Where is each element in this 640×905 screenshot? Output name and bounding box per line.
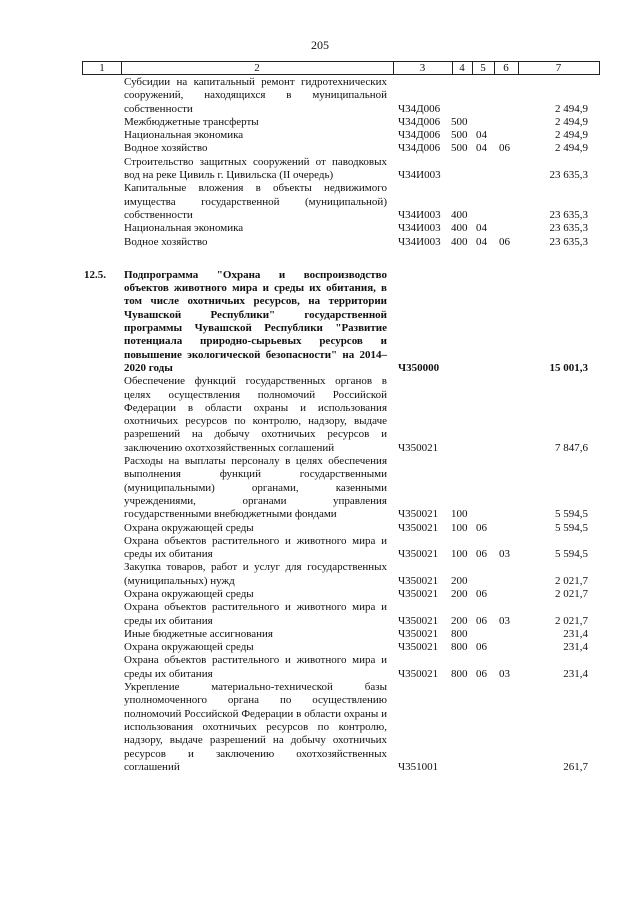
row-amount: 23 635,3 xyxy=(549,235,588,248)
row-expense-type: 200 xyxy=(451,614,468,627)
table-row xyxy=(0,375,640,455)
header-col-4: 4 xyxy=(459,62,465,74)
row-target-code: Ч34И003 xyxy=(398,235,441,248)
row-description: Закупка товаров, работ и услуг для государственных (муниципальных) нужд xyxy=(124,561,387,587)
row-expense-type: 400 xyxy=(451,208,468,221)
row-description: Охрана объектов растительного и животного мира и среды их обитания xyxy=(124,534,387,561)
header-col-1: 1 xyxy=(99,62,105,74)
table-row xyxy=(0,182,640,222)
row-expense-type: 800 xyxy=(451,627,468,640)
row-number: 12.5. xyxy=(84,268,106,281)
row-section: 06 xyxy=(476,614,487,627)
subprogram-row xyxy=(0,269,640,375)
table-row xyxy=(0,236,640,249)
table-row xyxy=(0,641,640,654)
row-target-code: Ч350021 xyxy=(398,574,439,587)
row-expense-type: 100 xyxy=(451,548,468,561)
row-target-code: Ч34И003 xyxy=(398,208,441,221)
row-subsection: 06 xyxy=(499,142,510,155)
table-row xyxy=(0,654,640,681)
row-expense-type: 500 xyxy=(451,129,468,142)
row-amount: 2 494,9 xyxy=(555,102,588,115)
row-amount: 23 635,3 xyxy=(549,169,588,182)
row-expense-type: 200 xyxy=(451,587,468,600)
row-subsection: 03 xyxy=(499,548,510,561)
row-target-code: Ч350021 xyxy=(398,614,439,627)
row-target-code: Ч34Д006 xyxy=(398,102,441,115)
row-description: Охрана окружающей среды xyxy=(124,641,254,654)
row-expense-type: 800 xyxy=(451,641,468,654)
header-col-3: 3 xyxy=(419,62,426,74)
table-row xyxy=(0,681,640,774)
row-description: Межбюджетные трансферты xyxy=(124,115,259,128)
row-section: 04 xyxy=(476,142,487,155)
row-subsection: 03 xyxy=(499,667,510,680)
table-row xyxy=(0,628,640,641)
row-description: Укрепление материально-технической базы уполномоченного органа по осуществлению полномочий Российской Федерации в области охраны и использования охотничьих ресурсов по контролю, надзору, выдаче разрешений на добычу охотничьих ресурсов и заключению охотхозяйственных соглашений xyxy=(124,681,387,773)
table-row xyxy=(0,116,640,129)
row-target-code: Ч34Д006 xyxy=(398,115,441,128)
row-amount: 5 594,5 xyxy=(555,508,588,521)
row-description: Водное хозяйство xyxy=(124,142,208,155)
row-target-code: Ч350021 xyxy=(398,441,439,454)
table-row xyxy=(0,522,640,535)
row-description: Национальная экономика xyxy=(124,129,244,142)
row-amount: 231,4 xyxy=(563,627,588,640)
row-target-code: Ч350021 xyxy=(398,587,439,600)
row-subsection: 03 xyxy=(499,614,510,627)
table-row xyxy=(0,76,640,116)
row-amount: 15 001,3 xyxy=(549,361,588,374)
row-amount: 2 494,9 xyxy=(555,142,588,155)
row-description: Субсидии на капитальный ремонт гидротехнических сооружений, находящихся в муниципальной собственности xyxy=(124,76,387,115)
row-target-code: Ч34И003 xyxy=(398,169,441,182)
row-amount: 261,7 xyxy=(563,760,588,773)
header-col-6: 6 xyxy=(503,62,509,74)
row-expense-type: 400 xyxy=(451,235,468,248)
header-col-7: 7 xyxy=(555,62,562,74)
row-description: Строительство защитных сооружений от паводковых вод на реке Цивиль г. Цивильска (II очередь) xyxy=(124,155,387,182)
row-amount: 231,4 xyxy=(563,641,588,654)
row-expense-type: 200 xyxy=(451,574,468,587)
row-description: Национальная экономика xyxy=(124,222,244,235)
row-expense-type: 500 xyxy=(451,142,468,155)
row-section: 04 xyxy=(476,235,487,248)
row-amount: 2 494,9 xyxy=(555,129,588,142)
row-description: Подпрограмма "Охрана и воспроизводство объектов животного мира и среды их обитания, в том числе охотничьих ресурсов, на территории Чувашской Республики" государственной программы Чувашской Республики "Развитие потенциала природно-сырьевых ресурсов и повышение экологической безопасности" на 2014–2020 годы xyxy=(124,268,387,374)
table-header-row xyxy=(82,61,600,75)
row-expense-type: 800 xyxy=(451,667,468,680)
row-amount: 2 021,7 xyxy=(555,574,588,587)
row-amount: 231,4 xyxy=(563,667,588,680)
row-target-code: Ч350021 xyxy=(398,667,439,680)
row-section: 06 xyxy=(476,587,487,600)
table-row xyxy=(0,222,640,235)
row-expense-type: 400 xyxy=(451,222,468,235)
row-amount: 2 021,7 xyxy=(555,614,588,627)
row-section: 04 xyxy=(476,129,487,142)
row-description: Иные бюджетные ассигнования xyxy=(124,627,273,640)
row-description: Водное хозяйство xyxy=(124,235,208,248)
row-target-code: Ч350021 xyxy=(398,641,439,654)
row-section: 06 xyxy=(476,667,487,680)
row-target-code: Ч351001 xyxy=(398,760,439,773)
row-amount: 7 847,6 xyxy=(555,441,588,454)
table-row xyxy=(0,601,640,628)
row-section: 06 xyxy=(476,548,487,561)
row-description: Капитальные вложения в объекты недвижимого имущества государственной (муниципальной) собственности xyxy=(124,182,387,221)
row-expense-type: 100 xyxy=(451,508,468,521)
row-target-code: Ч34Д006 xyxy=(398,129,441,142)
row-subsection: 06 xyxy=(499,235,510,248)
row-expense-type: 500 xyxy=(451,115,468,128)
row-description: Расходы на выплаты персоналу в целях обеспечения выполнения функций государственными (муниципальными) органами, казенными учреждениями, органами управления государственными внебюджетными фондами xyxy=(124,455,387,521)
row-section: 06 xyxy=(476,641,487,654)
table-row xyxy=(0,561,640,588)
header-col-5: 5 xyxy=(480,62,486,74)
row-description: Обеспечение функций государственных органов в целях осуществления полномочий Российской Федерации в области охраны и использования охотничьих ресурсов по контролю, надзору, выдаче разрешений на добычу охотничьих ресурсов и заключению охотхозяйственных соглашений xyxy=(124,375,387,454)
row-target-code: Ч34Д006 xyxy=(398,142,441,155)
row-description: Охрана объектов растительного и животного мира и среды их обитания xyxy=(124,654,387,680)
budget-table-body xyxy=(0,76,640,774)
row-description: Охрана окружающей среды xyxy=(124,587,254,600)
table-row xyxy=(0,142,640,155)
row-amount: 2 494,9 xyxy=(555,115,588,128)
table-row xyxy=(0,455,640,521)
row-target-code: Ч350021 xyxy=(398,627,439,640)
row-target-code: Ч350000 xyxy=(398,361,440,374)
row-spacer xyxy=(0,249,640,269)
row-target-code: Ч350021 xyxy=(398,508,439,521)
row-target-code: Ч350021 xyxy=(398,521,439,534)
table-row xyxy=(0,535,640,562)
row-target-code: Ч34И003 xyxy=(398,222,441,235)
page-number: 205 xyxy=(311,38,329,52)
row-amount: 5 594,5 xyxy=(555,548,588,561)
row-description: Охрана окружающей среды xyxy=(124,521,254,534)
table-row xyxy=(0,129,640,142)
header-col-2: 2 xyxy=(254,62,260,74)
row-amount: 23 635,3 xyxy=(549,222,588,235)
row-description: Охрана объектов растительного и животного мира и среды их обитания xyxy=(124,601,387,627)
table-row xyxy=(0,156,640,183)
row-section: 06 xyxy=(476,521,487,534)
row-amount: 23 635,3 xyxy=(549,208,588,221)
row-target-code: Ч350021 xyxy=(398,548,439,561)
table-row xyxy=(0,588,640,601)
row-expense-type: 100 xyxy=(451,521,468,534)
row-section: 04 xyxy=(476,222,487,235)
row-amount: 5 594,5 xyxy=(555,521,588,534)
row-amount: 2 021,7 xyxy=(555,587,588,600)
